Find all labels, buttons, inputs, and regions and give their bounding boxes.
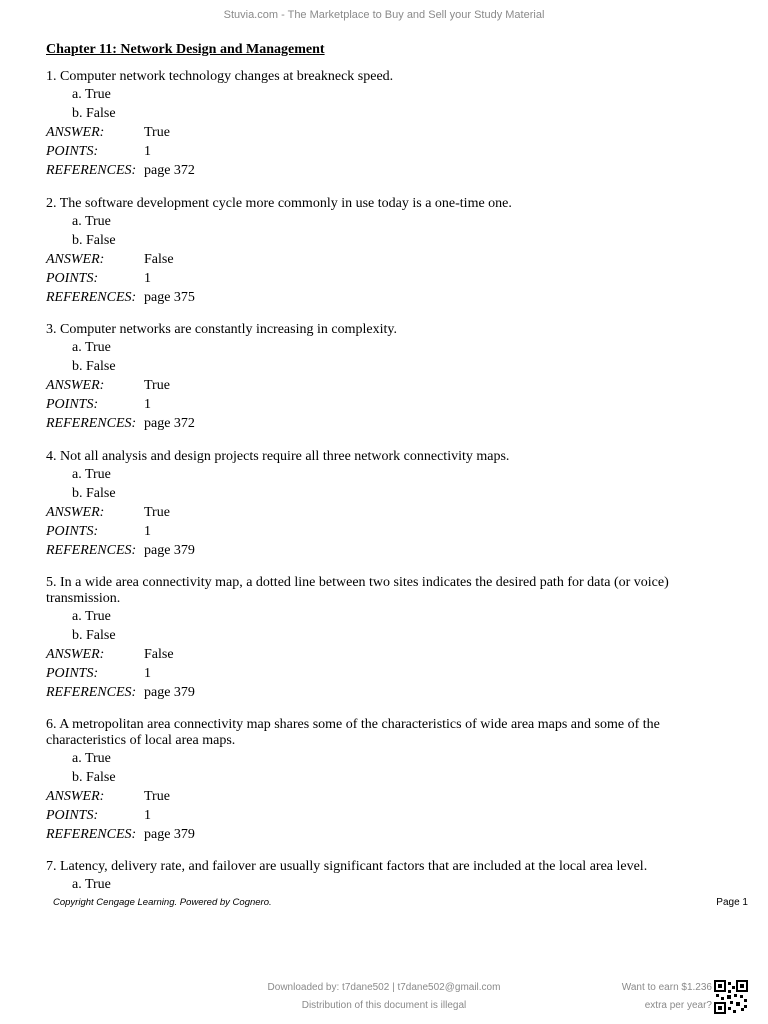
points-value: 1 (144, 397, 151, 412)
question-text: 1. Computer network technology changes at breakneck speed. (46, 69, 394, 84)
option-b: b. False (72, 359, 116, 374)
points-label: POINTS: (46, 808, 99, 823)
answer-label: ANSWER: (46, 378, 105, 393)
points-value: 1 (144, 524, 151, 539)
points-row (46, 269, 706, 288)
points-row (46, 806, 706, 825)
question-6 (46, 717, 706, 844)
question-7 (46, 859, 706, 894)
question-text: 4. Not all analysis and design projects require all three network connectivity maps. (46, 449, 510, 464)
option-b: b. False (72, 628, 116, 643)
site-banner: Stuvia.com - The Marketplace to Buy and Sell your Study Material (223, 9, 545, 21)
answer-label: ANSWER: (46, 505, 105, 520)
qr-code-icon[interactable] (714, 980, 748, 1014)
copyright-notice: Copyright Cengage Learning. Powered by Cognero. (53, 897, 272, 908)
question-4 (46, 449, 706, 560)
option-a: a. True (72, 87, 111, 102)
question-5 (46, 575, 706, 702)
option-a: a. True (72, 214, 111, 229)
points-row (46, 395, 706, 414)
references-row (46, 683, 706, 702)
points-row (46, 522, 706, 541)
answer-value: True (144, 505, 170, 520)
references-value: page 379 (144, 685, 195, 700)
question-text: 7. Latency, delivery rate, and failover are usually significant factors that are included at the local area level. (46, 859, 648, 874)
answer-label: ANSWER: (46, 125, 105, 140)
answer-row (46, 376, 706, 395)
question-3 (46, 322, 706, 433)
option-a: a. True (72, 609, 111, 624)
references-row (46, 414, 706, 433)
points-label: POINTS: (46, 666, 99, 681)
earn-promo-line-1[interactable]: Want to earn $1.236 (621, 982, 712, 993)
points-value: 1 (144, 808, 151, 823)
distribution-notice: Distribution of this document is illegal (301, 1000, 467, 1011)
question-1 (46, 69, 706, 180)
earn-promo-line-2[interactable]: extra per year? (644, 1000, 712, 1011)
references-value: page 372 (144, 163, 195, 178)
references-value: page 379 (144, 543, 195, 558)
option-b: b. False (72, 486, 116, 501)
points-row (46, 142, 706, 161)
answer-row (46, 645, 706, 664)
question-text: 3. Computer networks are constantly increasing in complexity. (46, 322, 397, 337)
option-b: b. False (72, 106, 116, 121)
answer-value: True (144, 789, 170, 804)
answer-label: ANSWER: (46, 252, 105, 267)
references-label: REFERENCES: (46, 290, 137, 305)
points-label: POINTS: (46, 397, 99, 412)
option-b: b. False (72, 770, 116, 785)
references-row (46, 161, 706, 180)
page-title: Chapter 11: Network Design and Management (46, 42, 325, 57)
question-text: 6. A metropolitan area connectivity map shares some of the characteristics of wide area maps and some of the characteristics of local area maps. (46, 717, 660, 748)
option-b: b. False (72, 233, 116, 248)
option-a: a. True (72, 751, 111, 766)
references-label: REFERENCES: (46, 543, 137, 558)
references-value: page 379 (144, 827, 195, 842)
option-a: a. True (72, 877, 111, 892)
points-row (46, 664, 706, 683)
references-label: REFERENCES: (46, 163, 137, 178)
answer-row (46, 503, 706, 522)
points-value: 1 (144, 144, 151, 159)
points-value: 1 (144, 271, 151, 286)
references-value: page 375 (144, 290, 195, 305)
answer-label: ANSWER: (46, 789, 105, 804)
references-label: REFERENCES: (46, 827, 137, 842)
points-label: POINTS: (46, 524, 99, 539)
points-label: POINTS: (46, 271, 99, 286)
answer-value: True (144, 125, 170, 140)
question-text: 5. In a wide area connectivity map, a dotted line between two sites indicates the desired path for data (or voice) transmission. (46, 575, 669, 606)
references-label: REFERENCES: (46, 416, 137, 431)
answer-row (46, 123, 706, 142)
answer-value: False (144, 252, 174, 267)
page-number: Page 1 (716, 897, 748, 908)
question-2 (46, 196, 706, 307)
points-value: 1 (144, 666, 151, 681)
references-label: REFERENCES: (46, 685, 137, 700)
question-text: 2. The software development cycle more commonly in use today is a one-time one. (46, 196, 512, 211)
answer-value: True (144, 378, 170, 393)
references-row (46, 541, 706, 560)
points-label: POINTS: (46, 144, 99, 159)
references-row (46, 825, 706, 844)
answer-label: ANSWER: (46, 647, 105, 662)
references-value: page 372 (144, 416, 195, 431)
references-row (46, 288, 706, 307)
downloaded-by-notice: Downloaded by: t7dane502 | t7dane502@gmail.com (267, 982, 501, 993)
option-a: a. True (72, 467, 111, 482)
answer-row (46, 787, 706, 806)
answer-value: False (144, 647, 174, 662)
answer-row (46, 250, 706, 269)
option-a: a. True (72, 340, 111, 355)
